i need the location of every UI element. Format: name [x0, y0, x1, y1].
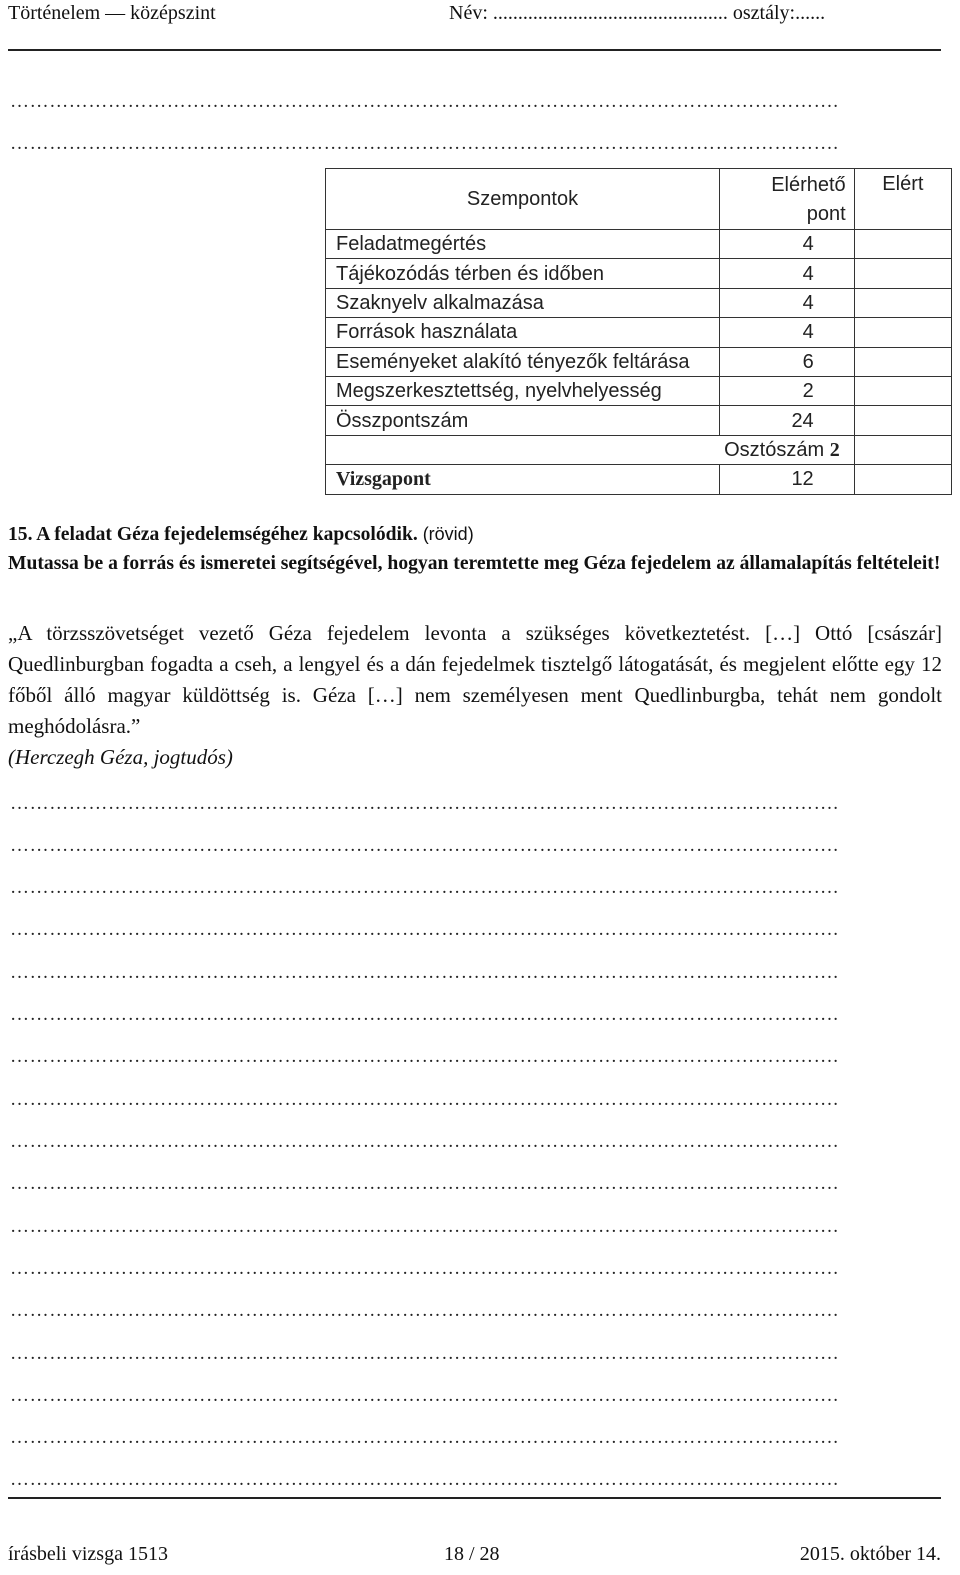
page-header	[8, 0, 942, 32]
answer-line[interactable]: ……………………………………………………………………………………………………………….	[10, 1428, 839, 1448]
criterion-label: Szaknyelv alkalmazása	[326, 288, 720, 317]
task-title: 15. A feladat Géza fejedelemségéhez kapcsolódik.	[8, 524, 418, 545]
name-class-field: Név: ............................................... osztály:......	[449, 2, 826, 24]
exam-code: írásbeli vizsga 1513	[8, 1543, 168, 1565]
source-author: (Herczegh Géza, jogtudós)	[8, 745, 233, 769]
task-type: (rövid)	[422, 524, 474, 544]
exam-points-value: 12	[720, 465, 855, 494]
answer-line[interactable]: ……………………………………………………………………………………………………………….	[10, 1005, 839, 1025]
answer-line[interactable]: ……………………………………………………………………………………………………………….	[10, 878, 839, 898]
criterion-label: Eseményeket alakító tényezők feltárása	[326, 347, 720, 376]
achieved-cell[interactable]	[854, 230, 951, 259]
criterion-label: Megszerkesztettség, nyelvhelyesség	[326, 376, 720, 405]
scoring-header-row	[326, 169, 952, 230]
answer-line: ……………………………………………………………………………………………………………….	[10, 134, 839, 154]
achieved-cell[interactable]	[854, 347, 951, 376]
divisor-row	[326, 435, 952, 464]
divisor-value: 2	[829, 438, 840, 461]
achieved-cell[interactable]	[854, 318, 951, 347]
total-points: 24	[720, 406, 855, 435]
achieved-total-cell[interactable]	[854, 406, 951, 435]
exam-points-row	[326, 465, 952, 494]
source-quote: „A törzsszövetséget vezető Géza fejedelem levonta a szükséges következtetést. […] Ottó [császár] Quedlinburgban fogadta a cseh, a lengyel és a dán fejedelmek tisztelgő látogatását, és megjelent előtte egy 12 főből álló magyar küldöttség is. Géza […] nem személyesen ment Quedlinburgba, tehát nem gondolt meghódolásra.”	[8, 621, 942, 738]
task-15	[8, 520, 942, 578]
footer-divider	[8, 1497, 941, 1499]
task-title-line	[8, 520, 942, 549]
source-text	[8, 618, 942, 773]
achieved-exam-cell[interactable]	[854, 465, 951, 494]
criteria-header: Szempontok	[326, 169, 720, 230]
achieved-cell[interactable]	[854, 259, 951, 288]
answer-line: ……………………………………………………………………………………………………………….	[10, 92, 839, 112]
subject-label: Történelem — középszint	[8, 2, 216, 24]
max-points-header: Elérhető pont	[720, 169, 855, 230]
exam-date: 2015. október 14.	[799, 1543, 941, 1565]
exam-points-label: Vizsgapont	[326, 465, 720, 494]
divisor-label: Osztószám	[724, 438, 825, 461]
criterion-points: 6	[720, 347, 855, 376]
header-divider	[8, 49, 941, 51]
answer-line[interactable]: ……………………………………………………………………………………………………………….	[10, 794, 839, 814]
divisor-empty-cell	[854, 435, 951, 464]
answer-line[interactable]: ……………………………………………………………………………………………………………….	[10, 836, 839, 856]
divisor-cell	[326, 435, 855, 464]
criterion-points: 4	[720, 230, 855, 259]
criterion-label: Feladatmegértés	[326, 230, 720, 259]
answer-line[interactable]: ……………………………………………………………………………………………………………….	[10, 1344, 839, 1364]
scoring-table	[325, 168, 952, 495]
answer-line[interactable]: ……………………………………………………………………………………………………………….	[10, 1047, 839, 1067]
scoring-row	[326, 288, 952, 317]
answer-line[interactable]: ……………………………………………………………………………………………………………….	[10, 920, 839, 940]
achieved-cell[interactable]	[854, 288, 951, 317]
answer-line[interactable]: ……………………………………………………………………………………………………………….	[10, 1301, 839, 1321]
answer-line[interactable]: ……………………………………………………………………………………………………………….	[10, 1174, 839, 1194]
criterion-points: 4	[720, 259, 855, 288]
scoring-row	[326, 230, 952, 259]
scoring-row	[326, 318, 952, 347]
criterion-points: 2	[720, 376, 855, 405]
achieved-header: Elért	[854, 169, 951, 230]
task-instruction: Mutassa be a forrás és ismeretei segítségével, hogyan teremtette meg Géza fejedelem az államalapítás feltételeit!	[8, 553, 941, 574]
criterion-label: Források használata	[326, 318, 720, 347]
total-row	[326, 406, 952, 435]
page-number: 18 / 28	[444, 1543, 500, 1565]
answer-line[interactable]: ……………………………………………………………………………………………………………….	[10, 1090, 839, 1110]
answer-line[interactable]: ……………………………………………………………………………………………………………….	[10, 963, 839, 983]
criterion-points: 4	[720, 318, 855, 347]
criterion-points: 4	[720, 288, 855, 317]
answer-line[interactable]: ……………………………………………………………………………………………………………….	[10, 1217, 839, 1237]
scoring-row	[326, 376, 952, 405]
answer-line[interactable]: ……………………………………………………………………………………………………………….	[10, 1386, 839, 1406]
answer-line[interactable]: ……………………………………………………………………………………………………………….	[10, 1259, 839, 1279]
answer-line[interactable]: ……………………………………………………………………………………………………………….	[10, 1132, 839, 1152]
scoring-row	[326, 259, 952, 288]
achieved-cell[interactable]	[854, 376, 951, 405]
criterion-label: Tájékozódás térben és időben	[326, 259, 720, 288]
answer-line[interactable]: ……………………………………………………………………………………………………………….	[10, 1470, 839, 1490]
total-label: Összpontszám	[326, 406, 720, 435]
scoring-row	[326, 347, 952, 376]
